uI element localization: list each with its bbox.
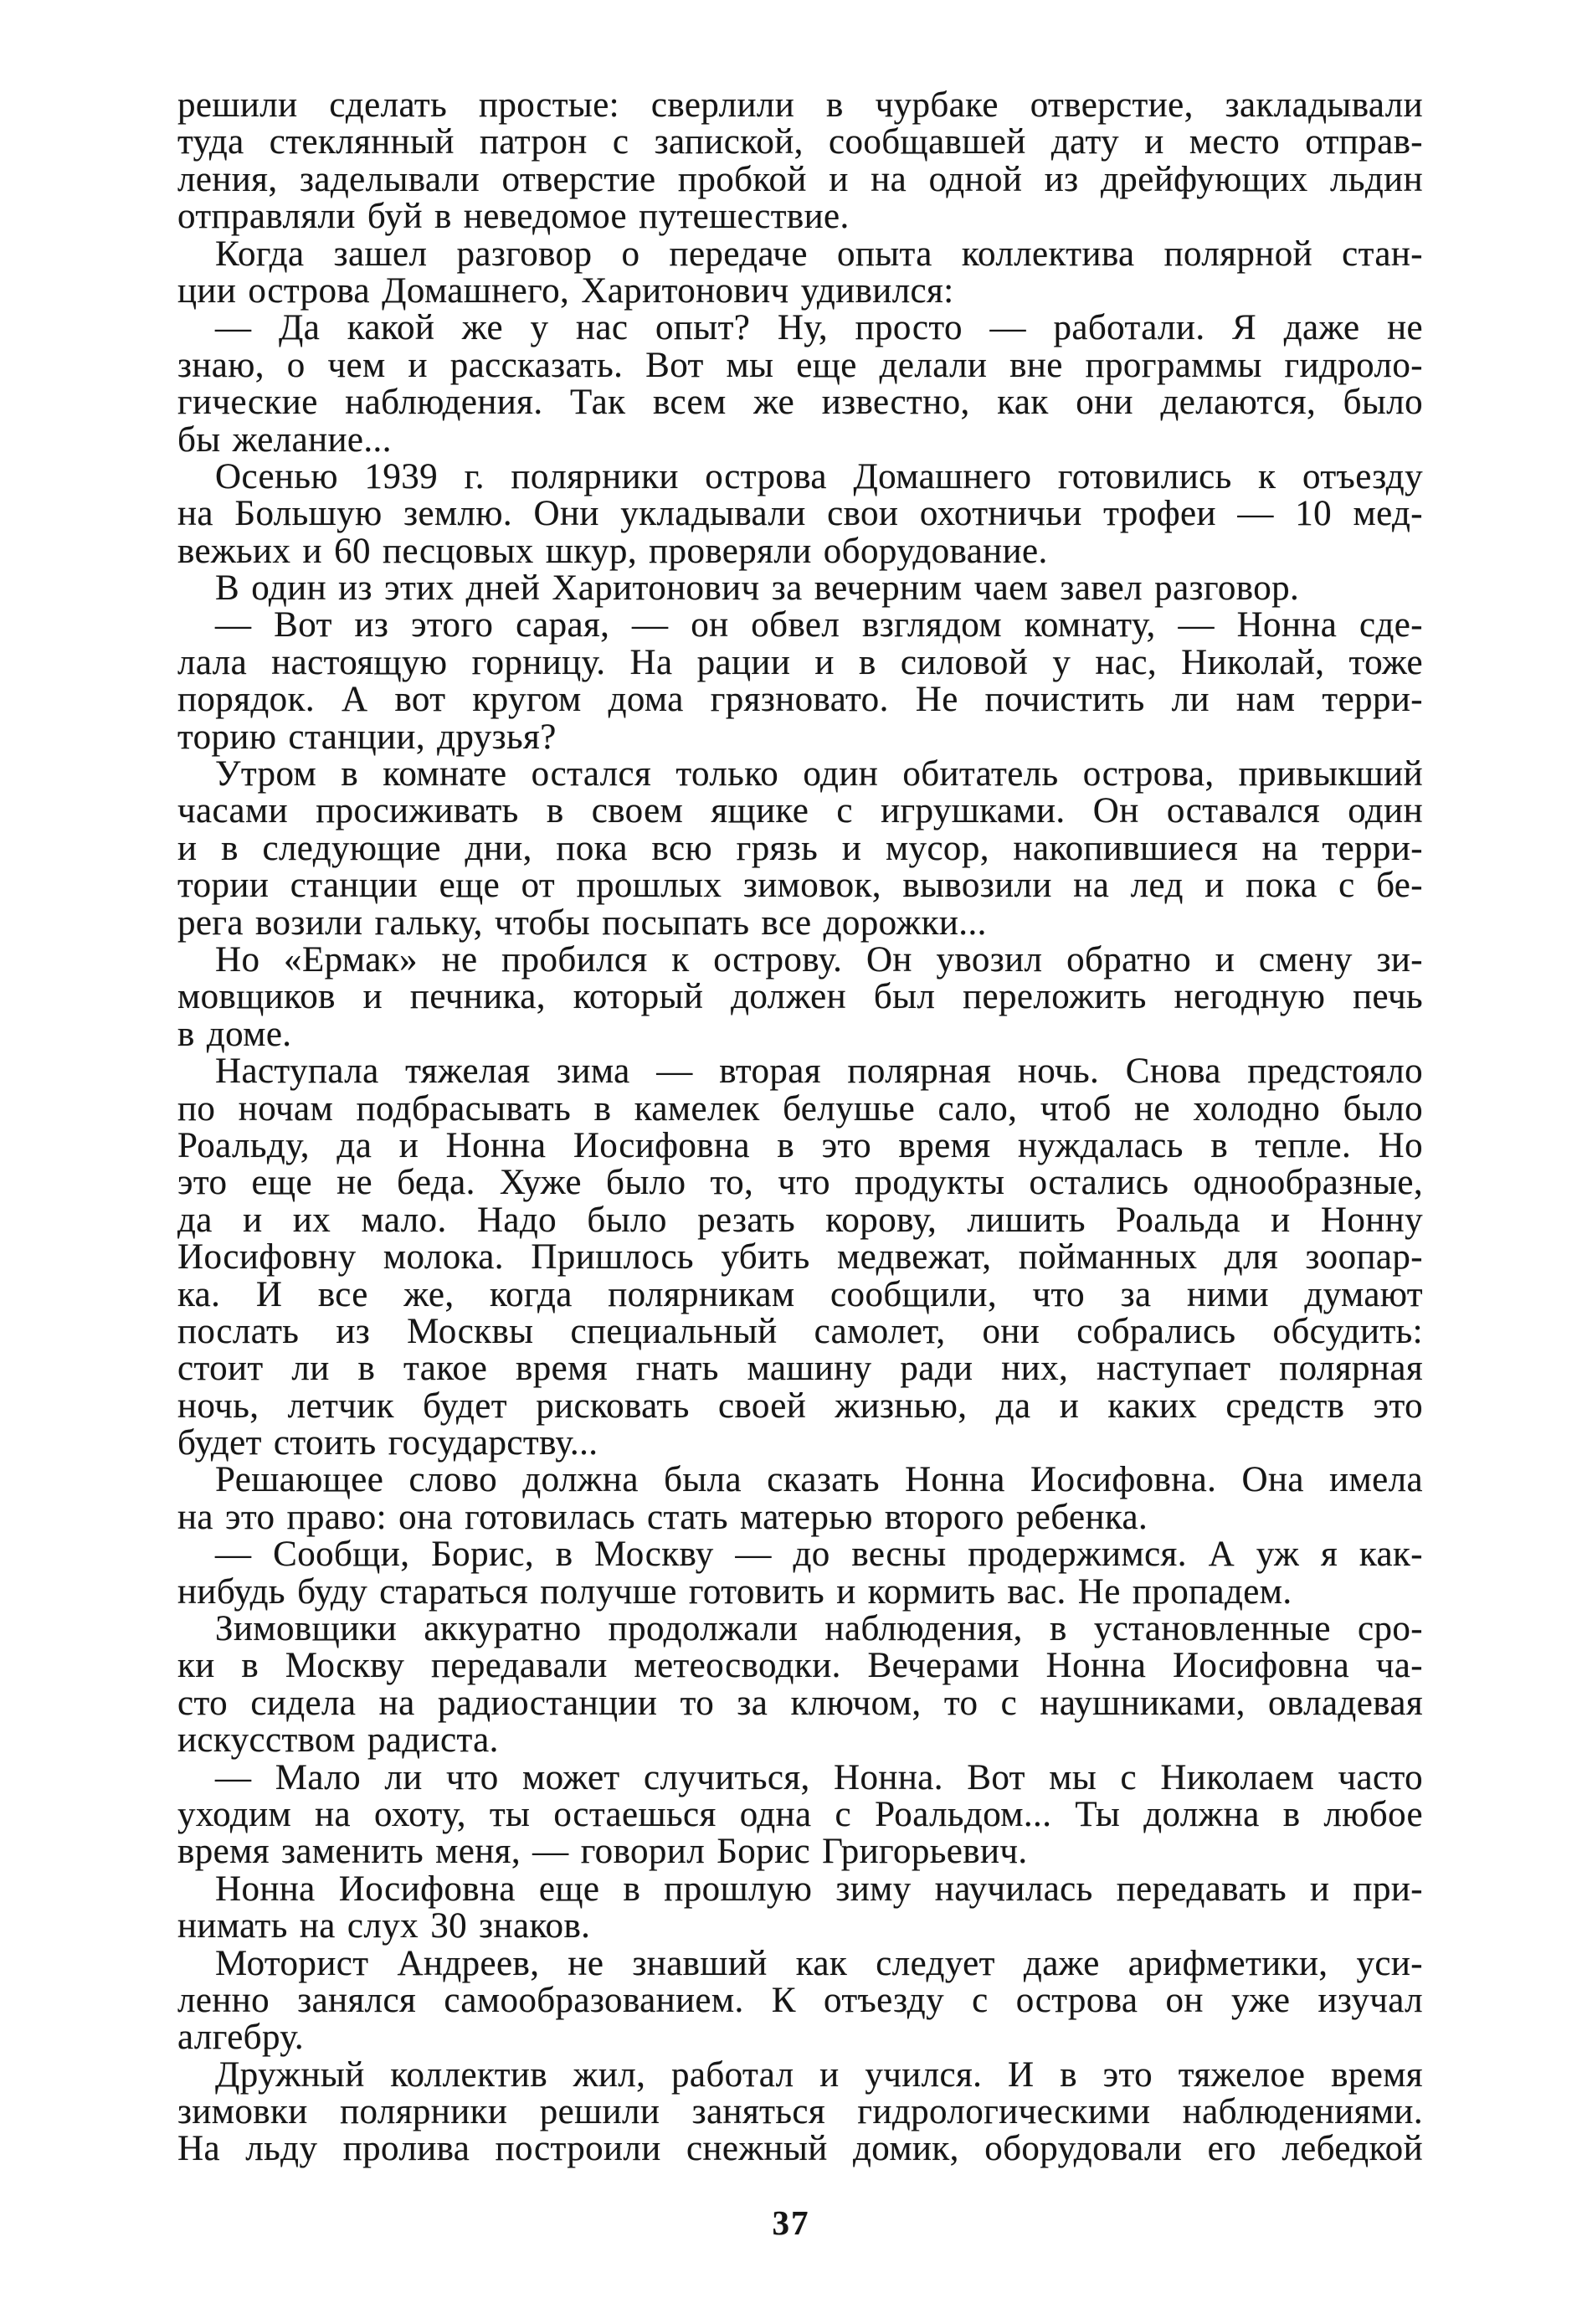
text-line: Моторист Андреев, не знавший как следует даже арифметики, уси- bbox=[215, 1943, 1423, 1983]
paragraph bbox=[177, 1536, 1423, 1611]
text-line: Дружный коллектив жил, работал и учился. И в это тяжелое время bbox=[215, 2054, 1423, 2095]
text-line: рега возили гальку, чтобы посыпать все дорожки... bbox=[177, 902, 987, 943]
text-line: бы желание... bbox=[177, 419, 392, 460]
text-line: Решающее слово должна была сказать Нонна Иосифовна. Она имела bbox=[215, 1460, 1423, 1500]
paragraph bbox=[177, 236, 1423, 311]
text-line: послать из Москвы специальный самолет, они собрались обсудить: bbox=[177, 1311, 1423, 1351]
body-text bbox=[177, 87, 1423, 2168]
text-line: знаю, о чем и рассказать. Вот мы еще делали вне программы гидроло- bbox=[177, 345, 1423, 385]
paragraph bbox=[177, 310, 1423, 459]
paragraph bbox=[177, 607, 1423, 756]
text-line: ка. И все же, когда полярникам сообщили, что за ними думают bbox=[177, 1274, 1423, 1314]
text-line: решили сделать простые: сверлили в чурбаке отверстие, закладывали bbox=[177, 85, 1423, 125]
text-line: ления, заделывали отверстие пробкой и на одной из дрейфующих льдин bbox=[177, 159, 1423, 199]
text-line: ленно занялся самообразованием. К отъезду с острова он уже изучал bbox=[177, 1980, 1423, 2020]
text-line: нибудь буду стараться получше готовить и кормить вас. Не пропадем. bbox=[177, 1571, 1292, 1612]
text-line: Иосифовну молока. Пришлось убить медвежат, пойманных для зоопар- bbox=[177, 1237, 1423, 1278]
text-line: зимовки полярники решили заняться гидрологическими наблюдениями. bbox=[177, 2092, 1423, 2132]
text-line: мовщиков и печника, который должен был переложить негодную печь bbox=[177, 977, 1423, 1017]
text-line: в доме. bbox=[177, 1014, 292, 1054]
text-line: — Вот из этого сарая, — он обвел взглядом комнату, — Нонна сде- bbox=[215, 605, 1423, 645]
text-line: Наступала тяжелая зима — вторая полярная ночь. Снова предстояло bbox=[215, 1051, 1423, 1092]
text-line: отправляли буй в неведомое путешествие. bbox=[177, 197, 850, 237]
paragraph bbox=[177, 1462, 1423, 1536]
paragraph bbox=[177, 1053, 1423, 1462]
paragraph bbox=[177, 1943, 1423, 2058]
text-line: На льду пролива построили снежный домик, оборудовали его лебедкой bbox=[177, 2129, 1423, 2169]
text-line: вежьих и 60 песцовых шкур, проверяли оборудование. bbox=[177, 531, 1048, 571]
text-line: торию станции, друзья? bbox=[177, 717, 557, 757]
text-line: ночь, летчик будет рисковать своей жизнью, да и каких средств это bbox=[177, 1386, 1423, 1426]
text-line: алгебру. bbox=[177, 2018, 305, 2058]
text-line: гические наблюдения. Так всем же известно, как они делаются, было bbox=[177, 383, 1423, 423]
text-line: на Большую землю. Они укладывали свои охотничьи трофеи — 10 мед- bbox=[177, 494, 1423, 534]
text-line: по ночам подбрасывать в камелек белушье сало, чтоб не холодно было bbox=[177, 1088, 1423, 1129]
text-line: время заменить меня, — говорил Борис Григорьевич. bbox=[177, 1832, 1028, 1872]
text-line: стоит ли в такое время гнать машину ради них, наступает полярная bbox=[177, 1349, 1423, 1389]
text-line: Осенью 1939 г. полярники острова Домашнего готовились к отъезду bbox=[215, 456, 1423, 496]
text-line: нимать на слух 30 знаков. bbox=[177, 1906, 591, 1946]
text-line: — Мало ли что может случиться, Нонна. Вот мы с Николаем часто bbox=[215, 1757, 1423, 1797]
text-line: тории станции еще от прошлых зимовок, вывозили на лед и пока с бе- bbox=[177, 866, 1423, 906]
text-line: уходим на охоту, ты остаешься одна с Роальдом... Ты должна в любое bbox=[177, 1794, 1423, 1834]
text-line: на это право: она готовилась стать матерью второго ребенка. bbox=[177, 1497, 1148, 1537]
text-line: В один из этих дней Харитонович за вечерним чаем завел разговор. bbox=[215, 568, 1300, 609]
text-line: искусством радиста. bbox=[177, 1720, 499, 1761]
text-line: — Да какой же у нас опыт? Ну, просто — работали. Я даже не bbox=[215, 308, 1423, 348]
text-line: ки в Москву передавали метеосводки. Вечерами Нонна Иосифовна ча- bbox=[177, 1646, 1423, 1686]
text-line: ции острова Домашнего, Харитонович удивился: bbox=[177, 270, 954, 311]
text-line: и в следующие дни, пока всю грязь и мусор, накопившиеся на терри- bbox=[177, 828, 1423, 868]
text-line: Утром в комнате остался только один обитатель острова, привыкший bbox=[215, 754, 1423, 794]
text-line: — Сообщи, Борис, в Москву — до весны продержимся. А уж я как- bbox=[215, 1535, 1423, 1575]
text-line: лала настоящую горницу. На рации и в силовой у нас, Николай, тоже bbox=[177, 642, 1423, 682]
text-line: будет стоить государству... bbox=[177, 1423, 598, 1463]
text-line: Нонна Иосифовна еще в прошлую зиму научилась передавать и при- bbox=[215, 1869, 1423, 1909]
text-line: Но «Ермак» не пробился к острову. Он увозил обратно и смену зи- bbox=[215, 939, 1423, 979]
text-line: Когда зашел разговор о передаче опыта коллектива полярной стан- bbox=[215, 234, 1423, 274]
paragraph bbox=[177, 756, 1423, 942]
text-line: порядок. А вот кругом дома грязновато. Не почистить ли нам терри- bbox=[177, 680, 1423, 720]
paragraph bbox=[177, 87, 1423, 236]
paragraph bbox=[177, 2054, 1423, 2169]
text-line: это еще не беда. Хуже было то, что продукты остались однообразные, bbox=[177, 1163, 1423, 1203]
text-line: туда стеклянный патрон с запиской, сообщавшей дату и место отправ- bbox=[177, 122, 1423, 162]
text-line: Зимовщики аккуратно продолжали наблюдения, в установленные сро- bbox=[215, 1609, 1423, 1649]
paragraph bbox=[177, 456, 1423, 571]
paragraph bbox=[177, 1871, 1423, 1946]
paragraph bbox=[177, 1611, 1423, 1760]
text-line: часами просиживать в своем ящике с игрушками. Он оставался один bbox=[177, 791, 1423, 831]
text-line: Роальду, да и Нонна Иосифовна в это время нуждалась в тепле. Но bbox=[177, 1125, 1423, 1165]
text-line: да и их мало. Надо было резать корову, лишить Роальда и Нонну bbox=[177, 1200, 1423, 1240]
paragraph bbox=[177, 570, 1423, 607]
paragraph bbox=[177, 939, 1423, 1054]
page-number: 37 bbox=[772, 2203, 810, 2242]
text-line: сто сидела на радиостанции то за ключом, то с наушниками, овладевая bbox=[177, 1683, 1423, 1723]
paragraph bbox=[177, 1757, 1423, 1872]
